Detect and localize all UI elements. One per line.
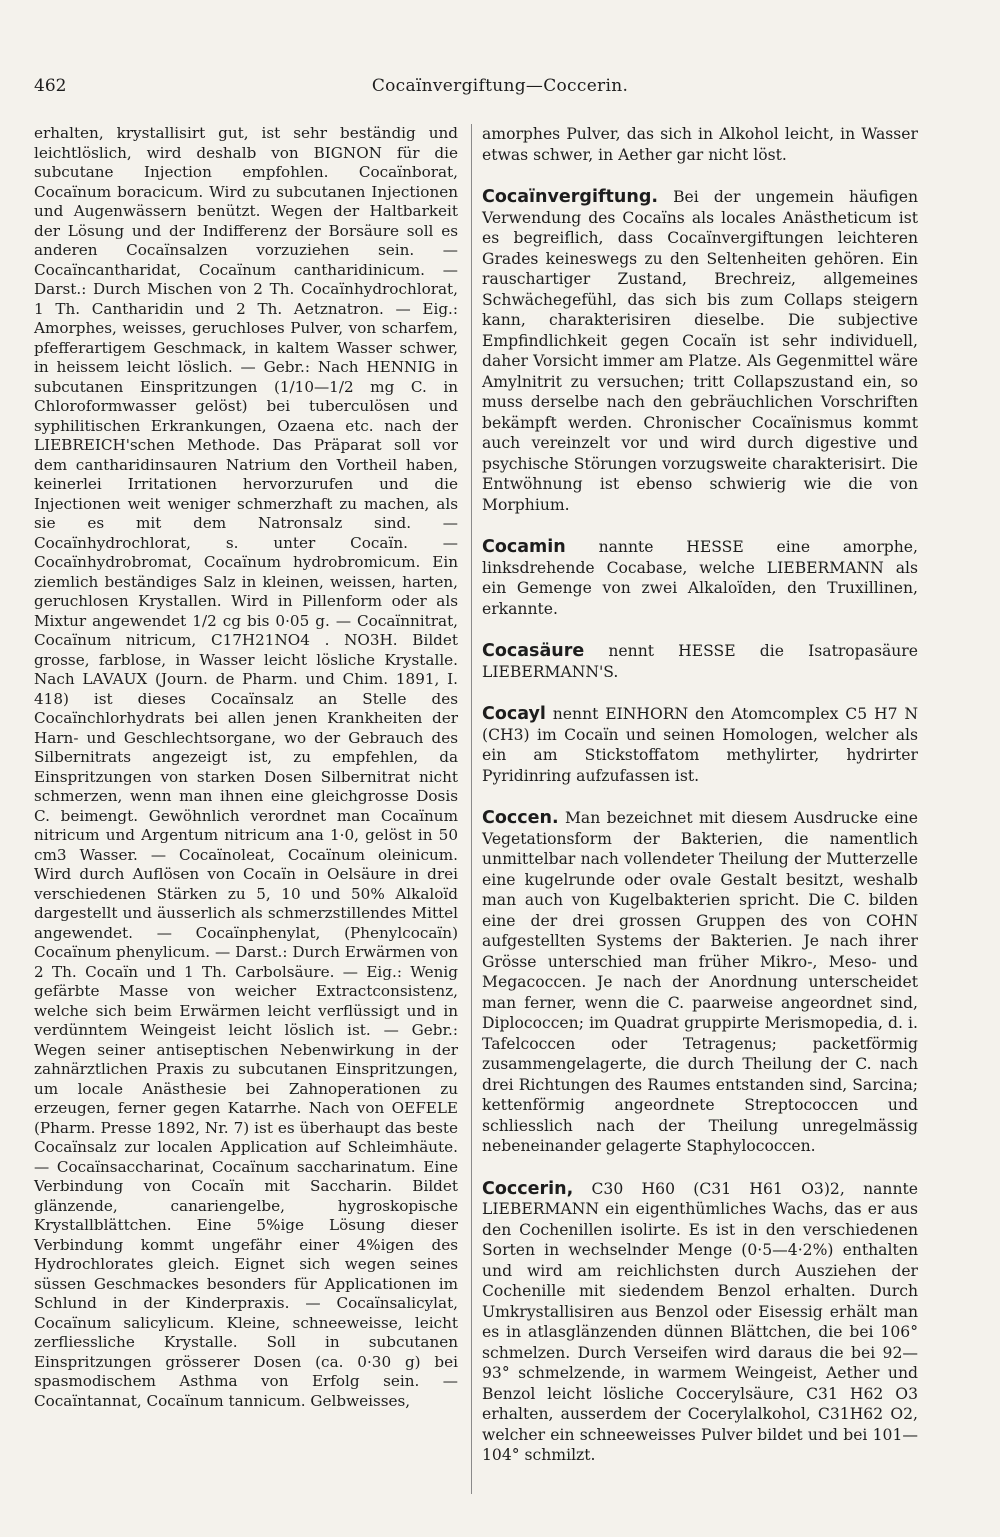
entry-text: nennt EINHORN den Atomcomplex C5 H7 N (CH3) im Cocaïn und seinen Homologen, welcher als ein am Stickstoffatom methylirter, hydrirter Pyridinring aufzufassen ist. (482, 705, 918, 785)
running-title: Cocaïnvergiftung—Coccerin. (371, 76, 629, 96)
left-column (34, 124, 458, 1411)
column-divider (471, 124, 472, 1494)
entry-text: nannte HESSE eine amorphe, linksdrehende Cocabase, welche LIEBERMANN als ein Gemenge von zwei Alkaloïden, den Truxillinen, erkannte. (482, 538, 918, 618)
entry-headword: Cocamin (482, 537, 566, 557)
entry-headword: Cocayl (482, 704, 546, 724)
entry-headword: Cocaïnvergiftung. (482, 187, 659, 207)
dictionary-entry (482, 808, 918, 1157)
dictionary-entry (482, 1179, 918, 1466)
dictionary-entry (482, 704, 918, 786)
entry-headword: Coccen. (482, 808, 559, 828)
entry-text: nennt HESSE die Isatropasäure LIEBERMANN'S. (482, 642, 918, 681)
entry-text: C30 H60 (C31 H61 O3)2, nannte LIEBERMANN ein eigenthümliches Wachs, das er aus den Cochenillen isolirte. Es ist in den verschiedenen Sorten in wechselnder Menge (0·5—4·2%) enthalten und wird am reichlichsten durch Ausziehen der Cochenille mit siedendem Benzol erhalten. Durch Umkrystallisiren aus Benzol oder Eisessig erhält man es in atlasglänzenden dünnen Blättchen, die bei 106° schmelzen. Durch Verseifen wird daraus die bei 92—93° schmelzende, in warmem Weingeist, Aether und Benzol leicht lösliche Coccerylsäure, C31 H62 O3 erhalten, ausserdem der Cocerylalkohol, C31H62 O2, welcher ein schneeweisses Pulver bildet und bei 101—104° schmilzt. (482, 1179, 918, 1464)
right-column (482, 124, 918, 1488)
entry-headword: Cocasäure (482, 641, 585, 661)
page-number: 462 (34, 76, 67, 96)
entry-text: Man bezeichnet mit diesem Ausdrucke eine Vegetationsform der Bakterien, die namentlich unmittelbar nach vollendeter Theilung der Mutterzelle eine kugelrunde oder ovale Gestalt besitzt, weshalb man auch von Kugelbakterien spricht. Die C. bilden eine der drei grossen Gruppen des von COHN aufgestellten Systems der Bakterien. Je nach ihrer Grösse unterschied man früher Mikro-, Meso- und Megacoccen. Je nach der Anordnung unterscheidet man ferner, wenn die C. paarweise angeordnet sind, Diplococcen; im Quadrat gruppirte Merismopedia, d. i. Tafelcoccen oder Tetragenus; packetförmig zusammengelagerte, die durch Theilung der C. nach drei Richtungen des Raumes entstanden sind, Sarcina; kettenförmig angeordnete Streptococcen und schliesslich nach der Theilung unregelmässig nebeneinander gelagerte Staphylococcen. (482, 809, 918, 1155)
dictionary-entry (482, 187, 918, 515)
entry-headword: Coccerin, (482, 1178, 574, 1199)
left-column-text: erhalten, krystallisirt gut, ist sehr beständig und leichtlöslich, wird deshalb von BIGNON für die subcutane Injection empfohlen. Cocaïnborat, Cocaïnum boracicum. Wird zu subcutanen Injectionen und Augenwässern benützt. Wegen der Haltbarkeit der Lösung und der Indifferenz der Borsäure soll es anderen Cocaïnsalzen vorzuziehen sein. — Cocaïncantharidat, Cocaïnum cantharidinicum. — Darst.: Durch Mischen von 2 Th. Cocaïnhydrochlorat, 1 Th. Cantharidin und 2 Th. Aetznatron. — Eig.: Amorphes, weisses, geruchloses Pulver, von scharfem, pfefferartigem Geschmack, in kaltem Wasser schwer, in heissem leicht löslich. — Gebr.: Nach HENNIG in subcutanen Einspritzungen (1/10—1/2 mg C. in Chloroformwasser gelöst) bei tuberculösen und syphilitischen Erkrankungen, Ozaena etc. nach der LIEBREICH'schen Methode. Das Präparat soll vor dem cantharidinsauren Natrium den Vortheil haben, keinerlei Irritationen hervorzurufen und die Injectionen weit weniger schmerzhaft zu machen, als sie es mit dem Natronsalz sind. — Cocaïnhydrochlorat, s. unter Cocaïn. — Cocaïnhydrobromat, Cocaïnum hydrobromicum. Ein ziemlich beständiges Salz in kleinen, weissen, harten, geruchlosen Krystallen. Wird in Pillenform oder als Mixtur angewendet 1/2 cg bis 0·05 g. — Cocaïnnitrat, Cocaïnum nitricum, C17H21NO4 . NO3H. Bildet grosse, farblose, in Wasser leicht lösliche Krystalle. Nach LAVAUX (Journ. de Pharm. und Chim. 1891, I. 418) ist dieses Cocaïnsalz an Stelle des Cocaïnchlorhydrats bei allen jenen Krankheiten der Harn- und Geschlechtsorgane, wo der Gebrauch des Silbernitrats angezeigt ist, zu empfehlen, da Einspritzungen von starken Dosen Silbernitrat nicht schmerzen, wenn man ihnen eine gleichgrosse Dosis C. beimengt. Gewöhnlich verordnet man Cocaïnum nitricum und Argentum nitricum ana 1·0, gelöst in 50 cm3 Wasser. — Cocaïnoleat, Cocaïnum oleinicum. Wird durch Auflösen von Cocaïn in Oelsäure in drei verschiedenen Stärken zu 5, 10 und 50% Alkaloïd dargestellt und äusserlich als schmerzstillendes Mittel angewendet. — Cocaïnphenylat, (Phenylcocaïn) Cocaïnum phenylicum. — Darst.: Durch Erwärmen von 2 Th. Cocaïn und 1 Th. Carbolsäure. — Eig.: Wenig gefärbte Masse von weicher Extractconsistenz, welche sich beim Erwärmen leicht verflüssigt und in verdünntem Weingeist leicht löslich ist. — Gebr.: Wegen seiner antiseptischen Nebenwirkung in der zahnärztlichen Praxis zu subcutanen Einspritzungen, um locale Anästhesie bei Zahnoperationen zu erzeugen, ferner gegen Katarrhe. Nach von OEFELE (Pharm. Presse 1892, Nr. 7) ist es überhaupt das beste Cocaïnsalz zur localen Application auf Schleimhäute. — Cocaïnsaccharinat, Cocaïnum saccharinatum. Eine Verbindung von Cocaïn mit Saccharin. Bildet glänzende, canariengelbe, hygroskopische Krystallblättchen. Eine 5%ige Lösung dieser Verbindung kommt ungefähr einer 4%igen des Hydrochlorates gleich. Eignet sich wegen seines süssen Geschmackes besonders für Applicationen im Schlund in der Kinderpraxis. — Cocaïnsalicylat, Cocaïnum salicylicum. Kleine, schneeweisse, leicht zerfliessliche Krystalle. Soll in subcutanen Einspritzungen grösserer Dosen (ca. 0·30 g) bei spasmodischem Asthma von Erfolg sein. — Cocaïntannat, Cocaïnum tannicum. Gelbweisses, (34, 124, 458, 1410)
dictionary-entry (482, 537, 918, 619)
continued-entry-text: amorphes Pulver, das sich in Alkohol leicht, in Wasser etwas schwer, in Aether gar nicht löst. (482, 125, 918, 164)
dictionary-entry (482, 641, 918, 682)
entry-text: Bei der ungemein häufigen Verwendung des Cocaïns als locales Anästheticum ist es begreiflich, dass Cocaïnvergiftungen leichteren Grades keineswegs zu den Seltenheiten gehören. Ein rauschartiger Zustand, Brechreiz, allgemeines Schwächegefühl, das sich bis zum Collaps steigern kann, charakterisiren dieselbe. Die subjective Empfindlichkeit gegen Cocaïn ist sehr individuell, daher Vorsicht immer am Platze. Als Gegenmittel wäre Amylnitrit zu versuchen; tritt Collapszustand ein, so muss derselbe nach den gebräuchlichen Vorschriften bekämpft werden. Chronischer Cocaïnismus kommt auch vereinzelt vor und wird durch digestive und psychische Störungen vorzugsweite charakterisirt. Die Entwöhnung ist ebenso schwierig wie die von Morphium. (482, 188, 918, 514)
